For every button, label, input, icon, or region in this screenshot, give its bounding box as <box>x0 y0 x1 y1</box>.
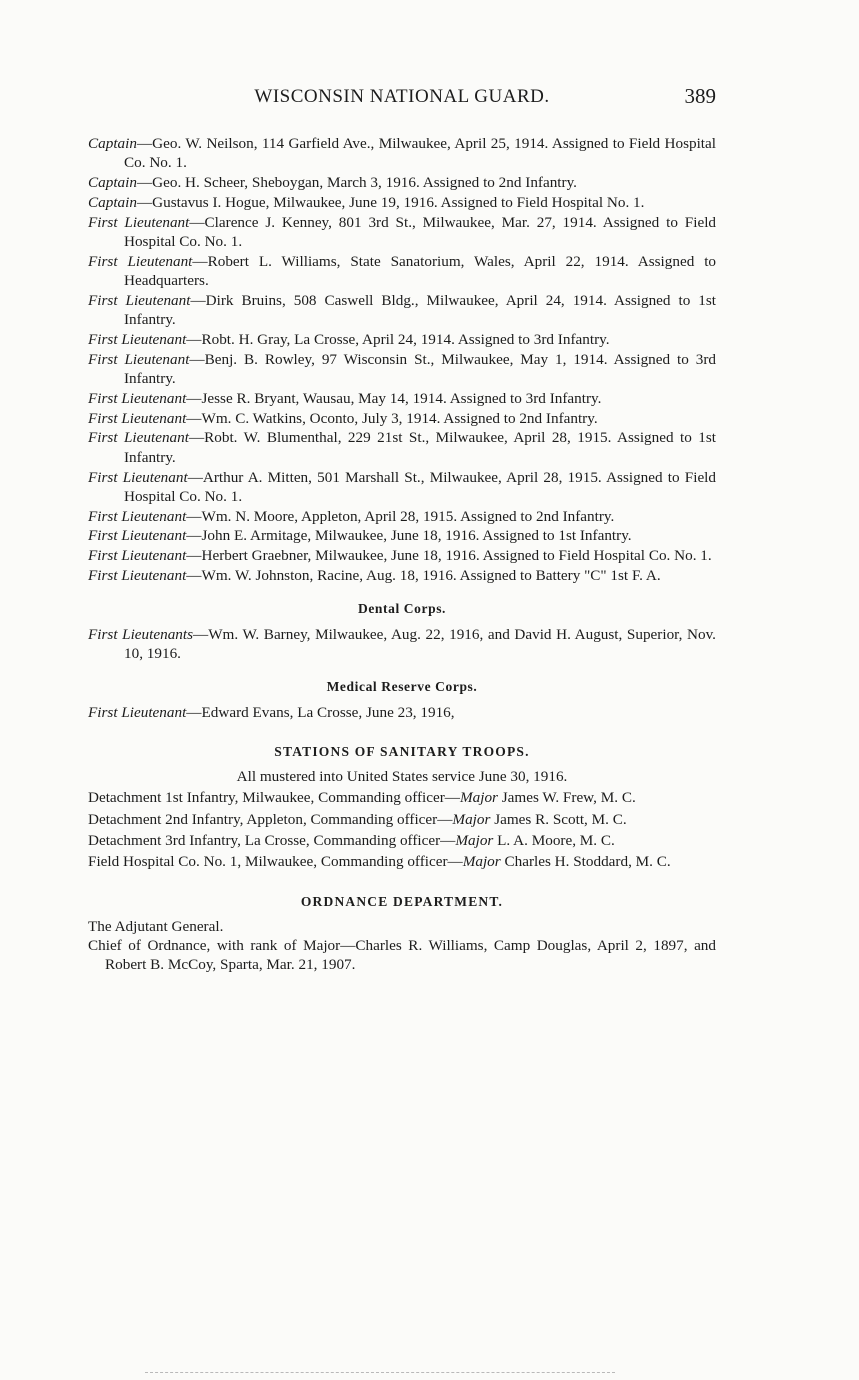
officer-details: —Arthur A. Mitten, 501 Marshall St., Milwaukee, April 28, 1915. Assigned to Field Hospital Co. No. 1. <box>124 468 716 505</box>
officer-rank: First Lieutenant <box>88 507 187 525</box>
running-head <box>88 86 716 112</box>
officer-list <box>88 134 716 585</box>
page-title: WISCONSIN NATIONAL GUARD. <box>254 86 550 107</box>
station-details: Detachment 3rd Infantry, La Crosse, Commanding officer— <box>88 832 456 849</box>
officer-rank: First Lieutenants <box>88 625 194 643</box>
officer-rank: First Lieutenant <box>88 252 193 270</box>
officer-details: —Herbert Graebner, Milwaukee, June 18, 1916. Assigned to Field Hospital Co. No. 1. <box>186 547 712 565</box>
officer-rank: Major <box>452 810 491 828</box>
officer-rank: Captain <box>88 135 137 152</box>
page-number: 389 <box>684 84 716 108</box>
officer-rank: Captain <box>88 193 137 211</box>
officer-details: —Robt. W. Blumenthal, 229 21st St., Milwaukee, April 28, 1915. Assigned to 1st Infantry. <box>124 429 717 466</box>
officer-rank: First Lieutenant <box>88 330 187 348</box>
officer-entry <box>88 350 716 389</box>
station-details: Detachment 2nd Infantry, Appleton, Commanding officer— <box>88 810 453 828</box>
station-details: Detachment 1st Infantry, Milwaukee, Commanding officer— <box>88 789 460 807</box>
officer-details: —Clarence J. Kenney, 801 3rd St., Milwaukee, Mar. 27, 1914. Assigned to Field Hospital Co. No. 1. <box>124 213 717 250</box>
officer-entry <box>88 566 716 585</box>
officer-entry <box>88 330 716 349</box>
officer-details: —John E. Armitage, Milwaukee, June 18, 1916. Assigned to 1st Infantry. <box>186 527 632 545</box>
officer-details: —Robert L. Williams, State Sanatorium, Wales, April 22, 1914. Assigned to Headquarters. <box>124 252 717 290</box>
officer-details: —Geo. W. Neilson, 114 Garfield Ave., Milwaukee, April 25, 1914. Assigned to Field Hospital Co. No. 1. <box>124 135 716 172</box>
officer-entry <box>88 252 716 291</box>
officer-details: —Wm. W. Johnston, Racine, Aug. 18, 1916. Assigned to Battery "C" 1st F. A. <box>186 567 661 585</box>
officer-name: James R. Scott, M. C. <box>490 810 627 828</box>
officer-details: —Wm. W. Barney, Milwaukee, Aug. 22, 1916, and David H. August, Superior, Nov. 10, 1916. <box>124 625 716 662</box>
officer-rank: Major <box>460 789 498 807</box>
officer-rank: First Lieutenant <box>88 350 190 368</box>
officer-entry <box>88 507 716 526</box>
dental-corps-heading: Dental Corps. <box>357 601 447 617</box>
officer-rank: First Lieutenant <box>88 527 187 545</box>
officer-rank: First Lieutenant <box>88 567 187 585</box>
dental-corps-entry <box>88 625 716 664</box>
officer-entry <box>88 468 716 507</box>
officer-name: James W. Frew, M. C. <box>497 789 636 807</box>
officer-details: —Benj. B. Rowley, 97 Wisconsin St., Milwaukee, May 1, 1914. Assigned to 3rd Infantry. <box>124 350 716 388</box>
station-entry <box>88 831 716 850</box>
officer-entry <box>88 428 716 467</box>
officer-entry <box>88 213 716 252</box>
officer-rank: First Lieutenant <box>88 547 187 565</box>
officer-rank: Captain <box>88 174 137 192</box>
officer-details: —Robt. H. Gray, La Crosse, April 24, 1914. Assigned to 3rd Infantry. <box>186 330 610 348</box>
station-entry <box>88 852 716 871</box>
stations-heading: STATIONS OF SANITARY TROOPS. <box>274 743 530 759</box>
officer-entry <box>88 134 716 173</box>
ordnance-line: The Adjutant General. <box>88 917 224 935</box>
officer-rank: First Lieutenant <box>88 213 190 231</box>
ordnance-heading: ORDNANCE DEPARTMENT. <box>300 893 504 909</box>
officer-name: Charles H. Stoddard, M. C. <box>500 853 671 871</box>
officer-details: —Jesse R. Bryant, Wausau, May 14, 1914. Assigned to 3rd Infantry. <box>186 389 602 407</box>
officer-entry <box>88 291 716 330</box>
officer-entry <box>88 409 716 428</box>
footer-divider <box>145 1372 615 1373</box>
officer-details: —Dirk Bruins, 508 Caswell Bldg., Milwaukee, April 24, 1914. Assigned to 1st Infantry. <box>124 291 716 329</box>
officer-details: —Geo. H. Scheer, Sheboygan, March 3, 1916. Assigned to 2nd Infantry. <box>136 174 577 192</box>
station-details: Field Hospital Co. No. 1, Milwaukee, Commanding officer— <box>88 853 463 871</box>
page-body <box>88 134 716 975</box>
medical-reserve-entry <box>88 703 716 722</box>
station-entry <box>88 788 716 807</box>
officer-entry <box>88 173 716 192</box>
officer-entry <box>88 526 716 545</box>
officer-details: —Gustavus I. Hogue, Milwaukee, June 19, 1916. Assigned to Field Hospital No. 1. <box>136 193 645 211</box>
medical-reserve-heading: Medical Reserve Corps. <box>326 679 478 695</box>
officer-entry <box>88 193 716 212</box>
officer-rank: Major <box>462 853 501 871</box>
officer-rank: First Lieutenant <box>88 703 187 721</box>
officer-rank: First Lieutenant <box>88 389 187 407</box>
officer-rank: First Lieutenant <box>88 409 187 427</box>
station-entry <box>88 810 716 829</box>
officer-rank: First Lieutenant <box>88 429 189 447</box>
officer-rank: Major <box>455 832 494 849</box>
ordnance-entry: Chief of Ordnance, with rank of Major—Charles R. Williams, Camp Douglas, April 2, 1897, and Robert B. McCoy, Sparta, Mar. 21, 1907. <box>88 937 716 974</box>
officer-entry <box>88 546 716 565</box>
officer-entry <box>88 389 716 408</box>
officer-details: —Wm. C. Watkins, Oconto, July 3, 1914. Assigned to 2nd Infantry. <box>186 409 598 427</box>
officer-rank: First Lieutenant <box>88 468 188 486</box>
officer-details: —Wm. N. Moore, Appleton, April 28, 1915. Assigned to 2nd Infantry. <box>186 507 615 525</box>
officer-details: —Edward Evans, La Crosse, June 23, 1916, <box>186 703 455 721</box>
stations-intro: All mustered into United States service June 30, 1916. <box>236 768 568 786</box>
officer-rank: First Lieutenant <box>88 291 191 309</box>
officer-name: L. A. Moore, M. C. <box>493 832 615 849</box>
